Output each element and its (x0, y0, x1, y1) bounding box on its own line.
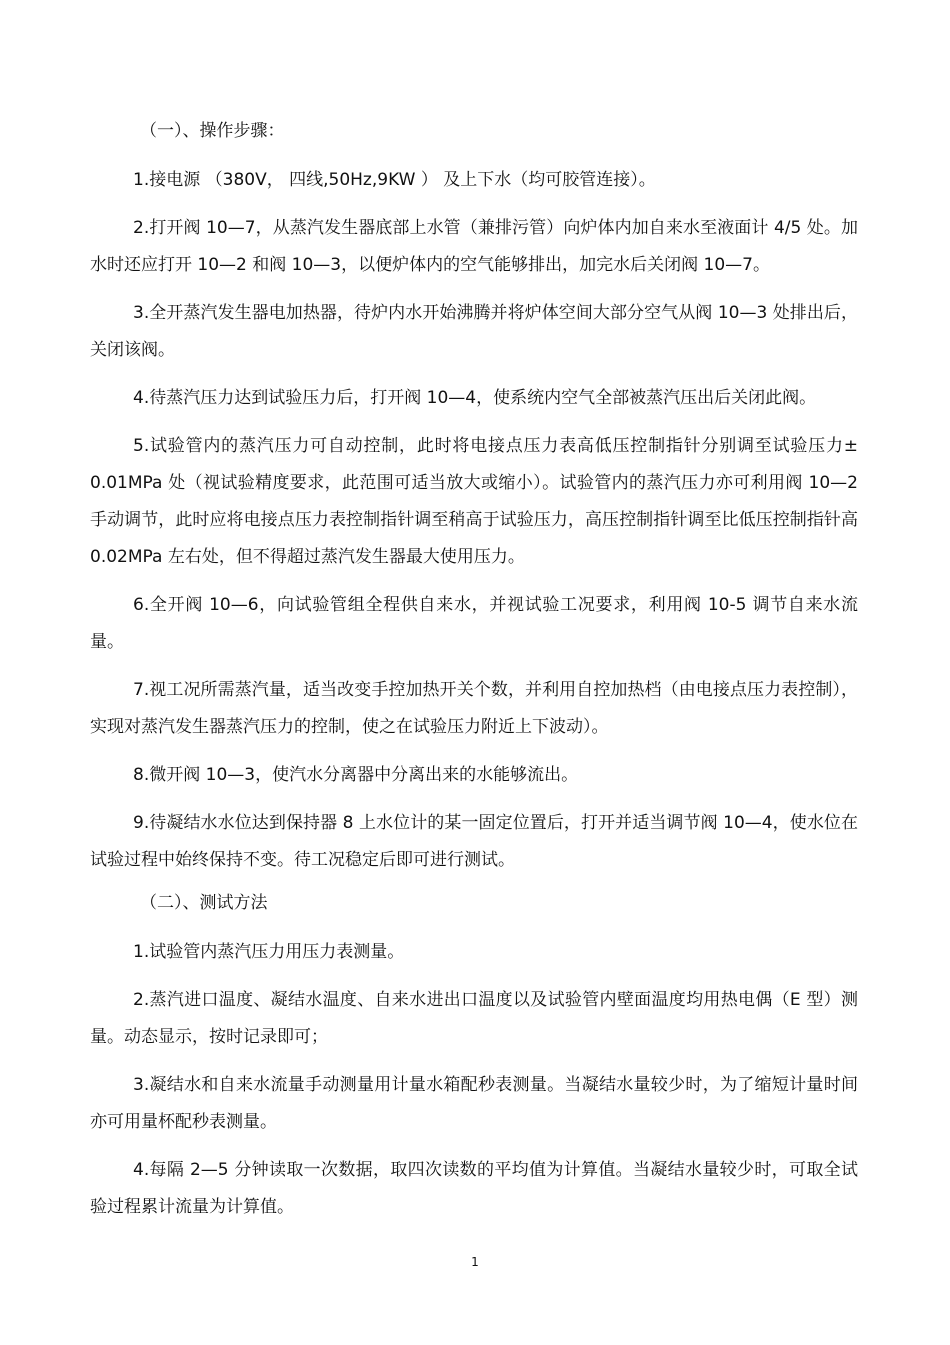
test-method-3: 3.凝结水和自来水流量手动测量用计量水箱配秒表测量。当凝结水量较少时，为了缩短计量时间亦可用量杯配秒表测量。 (90, 1075, 858, 1132)
operation-step-3: 3.全开蒸汽发生器电加热器，待炉内水开始沸腾并将炉体空间大部分空气从阀 10—3 处排出后，关闭该阀。 (90, 303, 858, 360)
document-body (90, 118, 858, 1237)
operation-step-6: 6.全开阀 10—6，向试验管组全程供自来水，并视试验工况要求，利用阀 10-5 调节自来水流量。 (90, 595, 858, 652)
operation-step-1: 1.接电源 （380V， 四线,50Hz,9KW ） 及上下水（均可胶管连接）。 (133, 170, 656, 190)
section-heading-test-method: （二）、测试方法 (140, 893, 268, 913)
test-method-2: 2.蒸汽进口温度、凝结水温度、自来水进出口温度以及试验管内壁面温度均用热电偶（E 型）测量。动态显示，按时记录即可； (90, 990, 858, 1047)
operation-step-2: 2.打开阀 10—7，从蒸汽发生器底部上水管（兼排污管）向炉体内加自来水至液面计 4/5 处。加水时还应打开 10—2 和阀 10—3，以便炉体内的空气能够排出，加完水后关闭阀 10—7。 (90, 218, 858, 275)
operation-step-4: 4.待蒸汽压力达到试验压力后，打开阀 10—4，使系统内空气全部被蒸汽压出后关闭此阀。 (133, 388, 817, 408)
page-number: 1 (471, 1255, 479, 1269)
test-method-4: 4.每隔 2—5 分钟读取一次数据，取四次读数的平均值为计算值。当凝结水量较少时，可取全试验过程累计流量为计算值。 (90, 1160, 858, 1217)
test-method-1: 1.试验管内蒸汽压力用压力表测量。 (133, 942, 405, 962)
operation-step-5: 5.试验管内的蒸汽压力可自动控制，此时将电接点压力表高低压控制指针分别调至试验压力± 0.01MPa 处（视试验精度要求，此范围可适当放大或缩小）。试验管内的蒸汽压力亦可利用阀 10—2 手动调节，此时应将电接点压力表控制指针调至稍高于试验压力，高压控制指针调至比低压控制指针高 0.02MPa 左右处，但不得超过蒸汽发生器最大使用压力。 (90, 436, 858, 567)
operation-step-8: 8.微开阀 10—3，使汽水分离器中分离出来的水能够流出。 (133, 765, 579, 785)
operation-step-9: 9.待凝结水水位达到保持器 8 上水位计的某一固定位置后，打开并适当调节阀 10—4，使水位在试验过程中始终保持不变。待工况稳定后即可进行测试。 (90, 813, 858, 870)
operation-step-7: 7.视工况所需蒸汽量，适当改变手控加热开关个数，并利用自控加热档（由电接点压力表控制），实现对蒸汽发生器蒸汽压力的控制，使之在试验压力附近上下波动）。 (90, 680, 858, 737)
section-heading-operation-steps: （一）、操作步骤： (140, 121, 285, 141)
